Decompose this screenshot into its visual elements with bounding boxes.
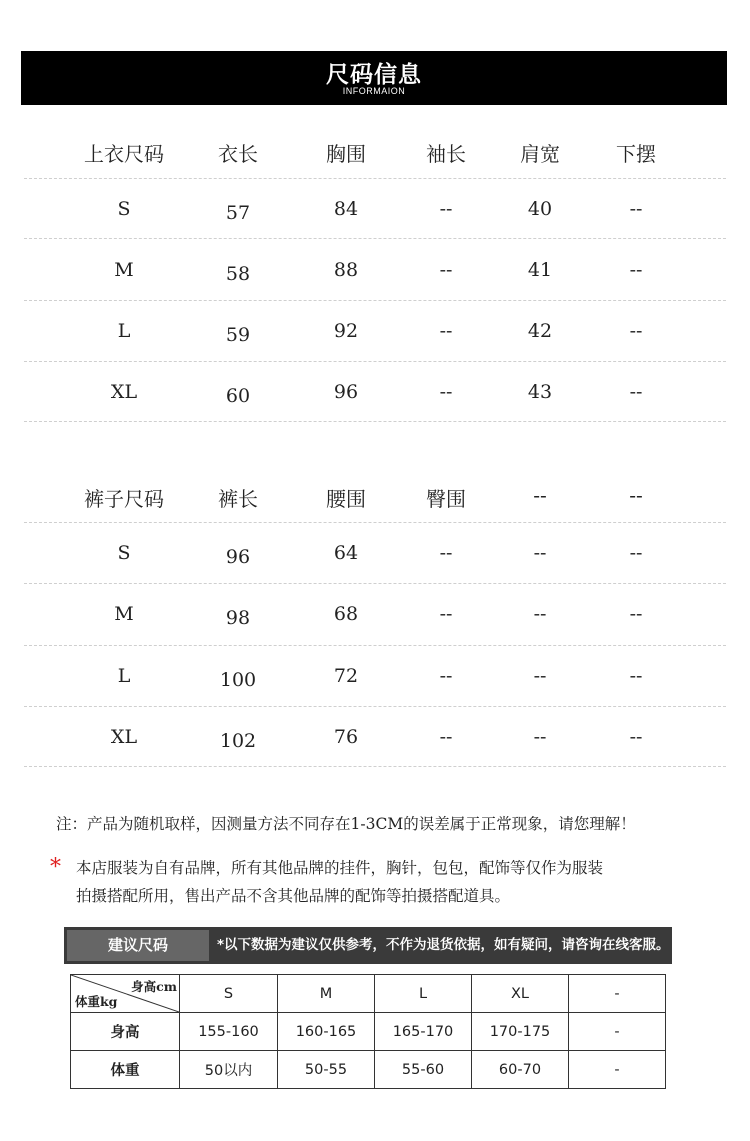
value-cell: 60-70 bbox=[472, 1051, 569, 1089]
table-cell: -- bbox=[533, 542, 547, 564]
column-header: 下摆 bbox=[616, 142, 656, 166]
value-cell: 170-175 bbox=[472, 1013, 569, 1051]
recommend-disclaimer: *以下数据为建议仅供参考，不作为退货依据，如有疑问，请咨询在线客服。 bbox=[217, 937, 670, 953]
table-cell: -- bbox=[439, 198, 453, 220]
column-header: 袖长 bbox=[426, 142, 466, 166]
corner-weight-label: 体重kg bbox=[75, 994, 118, 1009]
table-cell: -- bbox=[629, 665, 643, 687]
measurement-note: 注：产品为随机取样，因测量方法不同存在1-3CM的误差属于正常现象，请您理解！ bbox=[56, 815, 636, 833]
value-cell: 165-170 bbox=[375, 1013, 472, 1051]
row-divider bbox=[24, 361, 726, 362]
value-cell: 50以内 bbox=[180, 1051, 278, 1089]
size-label: S bbox=[117, 542, 131, 564]
size-cell: L bbox=[375, 975, 472, 1013]
column-header: 腰围 bbox=[326, 487, 366, 511]
value-cell: 50-55 bbox=[278, 1051, 375, 1089]
table-cell: -- bbox=[533, 726, 547, 748]
column-header: -- bbox=[533, 483, 547, 507]
table-cell: 88 bbox=[333, 259, 359, 281]
table-cell: 43 bbox=[527, 381, 553, 403]
row-divider bbox=[24, 178, 726, 179]
column-header: 胸围 bbox=[326, 142, 366, 166]
recommend-size-row bbox=[71, 975, 666, 1013]
table-cell: -- bbox=[629, 726, 643, 748]
section-subtitle: INFORMAION bbox=[342, 86, 406, 96]
row-divider bbox=[24, 706, 726, 707]
value-cell: - bbox=[569, 1013, 666, 1051]
column-header: -- bbox=[629, 483, 643, 507]
asterisk-icon: * bbox=[50, 855, 61, 880]
table-cell: 68 bbox=[333, 603, 359, 625]
recommend-weight-row bbox=[71, 1051, 666, 1089]
table-cell: 96 bbox=[333, 381, 359, 403]
table-cell: -- bbox=[439, 259, 453, 281]
table-cell: -- bbox=[439, 665, 453, 687]
table-cell: 59 bbox=[225, 324, 251, 346]
size-cell: XL bbox=[472, 975, 569, 1013]
corner-height-label: 身高cm bbox=[131, 979, 177, 994]
brand-note-line2: 拍摄搭配所用，售出产品不含其他品牌的配饰等拍摄搭配道具。 bbox=[76, 887, 511, 905]
column-header: 臀围 bbox=[426, 487, 466, 511]
recommend-banner bbox=[64, 927, 672, 964]
section-title: 尺码信息 bbox=[326, 62, 422, 88]
table-cell: 84 bbox=[333, 198, 359, 220]
size-cell: M bbox=[278, 975, 375, 1013]
size-cell: - bbox=[569, 975, 666, 1013]
row-label: 身高 bbox=[71, 1013, 180, 1051]
table-cell: -- bbox=[439, 381, 453, 403]
value-cell: - bbox=[569, 1051, 666, 1089]
size-label: M bbox=[114, 259, 134, 281]
table-cell: 40 bbox=[527, 198, 553, 220]
size-cell: S bbox=[180, 975, 278, 1013]
section-header bbox=[21, 51, 727, 105]
value-cell: 55-60 bbox=[375, 1051, 472, 1089]
row-divider bbox=[24, 645, 726, 646]
table-cell: 96 bbox=[225, 546, 251, 568]
table-cell: 42 bbox=[527, 320, 553, 342]
brand-note-line1: 本店服装为自有品牌，所有其他品牌的挂件，胸针，包包，配饰等仅作为服装 bbox=[76, 859, 604, 877]
column-header: 肩宽 bbox=[520, 142, 560, 166]
table-cell: -- bbox=[629, 603, 643, 625]
table-cell: 98 bbox=[225, 607, 251, 629]
size-label: M bbox=[114, 603, 134, 625]
recommend-table bbox=[70, 974, 666, 1089]
table-cell: -- bbox=[629, 198, 643, 220]
size-label: L bbox=[117, 665, 131, 687]
table-cell: -- bbox=[439, 320, 453, 342]
table-cell: 41 bbox=[527, 259, 553, 281]
table-cell: -- bbox=[629, 259, 643, 281]
table-cell: -- bbox=[439, 726, 453, 748]
row-divider bbox=[24, 522, 726, 523]
table-cell: 57 bbox=[225, 202, 251, 224]
value-cell: 155-160 bbox=[180, 1013, 278, 1051]
column-header: 上衣尺码 bbox=[84, 142, 164, 166]
row-divider bbox=[24, 766, 726, 767]
table-cell: -- bbox=[629, 320, 643, 342]
table-cell: 102 bbox=[219, 730, 257, 752]
row-divider bbox=[24, 421, 726, 422]
column-header: 裤长 bbox=[218, 487, 258, 511]
table-cell: 60 bbox=[225, 385, 251, 407]
row-divider bbox=[24, 300, 726, 301]
column-header: 衣长 bbox=[218, 142, 258, 166]
row-label: 体重 bbox=[71, 1051, 180, 1089]
size-label: XL bbox=[110, 381, 138, 403]
size-label: XL bbox=[110, 726, 138, 748]
value-cell: 160-165 bbox=[278, 1013, 375, 1051]
table-cell: 72 bbox=[333, 665, 359, 687]
recommend-label: 建议尺码 bbox=[67, 930, 209, 961]
column-header: 裤子尺码 bbox=[84, 487, 164, 511]
table-cell: 100 bbox=[219, 669, 257, 691]
recommend-height-row bbox=[71, 1013, 666, 1051]
table-cell: 64 bbox=[333, 542, 359, 564]
table-cell: 58 bbox=[225, 263, 251, 285]
size-label: S bbox=[117, 198, 131, 220]
corner-cell bbox=[71, 975, 180, 1013]
table-cell: -- bbox=[439, 542, 453, 564]
table-cell: -- bbox=[533, 665, 547, 687]
table-cell: -- bbox=[629, 381, 643, 403]
table-cell: -- bbox=[629, 542, 643, 564]
row-divider bbox=[24, 238, 726, 239]
table-cell: -- bbox=[533, 603, 547, 625]
row-divider bbox=[24, 583, 726, 584]
table-cell: -- bbox=[439, 603, 453, 625]
table-cell: 92 bbox=[333, 320, 359, 342]
table-cell: 76 bbox=[333, 726, 359, 748]
size-label: L bbox=[117, 320, 131, 342]
